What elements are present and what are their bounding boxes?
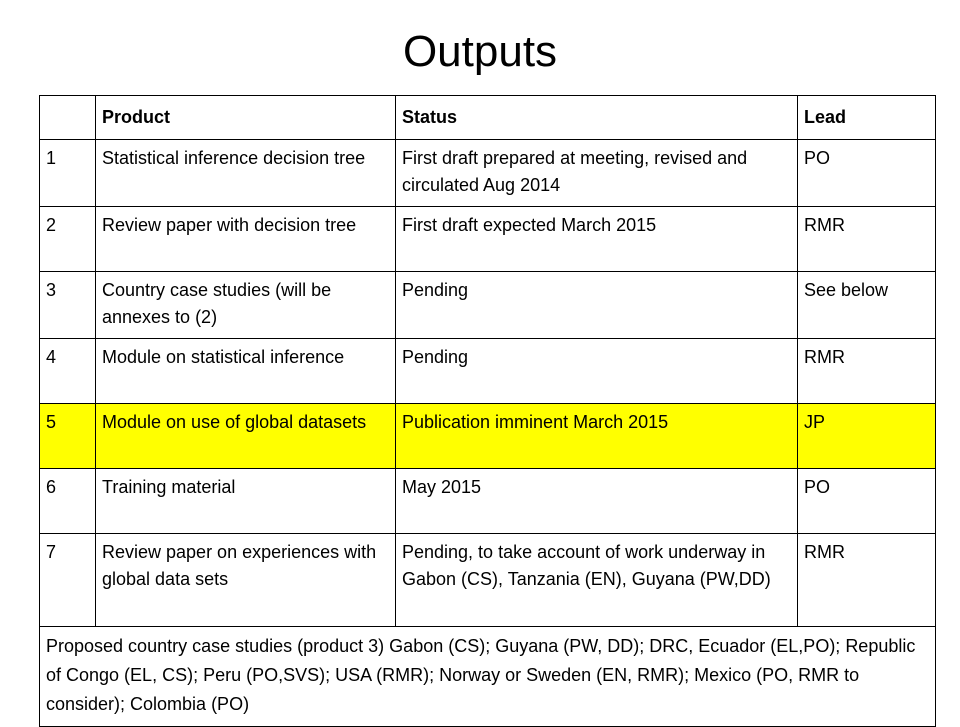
row-product: Review paper with decision tree bbox=[96, 207, 396, 272]
row-status: Pending, to take account of work underway in Gabon (CS), Tanzania (EN), Guyana (PW,DD) bbox=[396, 534, 798, 627]
header-product: Product bbox=[96, 96, 396, 140]
slide-title: Outputs bbox=[402, 27, 558, 76]
row-product: Review paper on experiences with global data sets bbox=[96, 534, 396, 627]
table-row bbox=[40, 207, 936, 272]
table-row bbox=[40, 272, 936, 339]
row-number: 7 bbox=[40, 534, 96, 627]
row-lead: PO bbox=[798, 140, 936, 207]
row-number: 6 bbox=[40, 469, 96, 534]
table-row bbox=[40, 469, 936, 534]
row-lead: JP bbox=[798, 404, 936, 469]
table-row bbox=[40, 534, 936, 627]
row-product: Module on statistical inference bbox=[96, 339, 396, 404]
header-lead: Lead bbox=[798, 96, 936, 140]
row-product: Training material bbox=[96, 469, 396, 534]
row-product: Module on use of global datasets bbox=[96, 404, 396, 469]
row-number: 5 bbox=[40, 404, 96, 469]
row-status: May 2015 bbox=[396, 469, 798, 534]
table-row bbox=[40, 339, 936, 404]
row-number: 2 bbox=[40, 207, 96, 272]
proposed-case-studies-note: Proposed country case studies (product 3) Gabon (CS); Guyana (PW, DD); DRC, Ecuador (EL,PO); Republic of Congo (EL, CS); Peru (PO,SVS); USA (RMR); Norway or Sweden (EN, RMR); Mexico (PO, RMR to consider); Colombia (PO) bbox=[40, 627, 936, 727]
row-lead: RMR bbox=[798, 534, 936, 627]
row-product: Statistical inference decision tree bbox=[96, 140, 396, 207]
table-footer-row bbox=[40, 627, 936, 727]
row-status: First draft prepared at meeting, revised and circulated Aug 2014 bbox=[396, 140, 798, 207]
outputs-table bbox=[39, 95, 936, 727]
row-lead: RMR bbox=[798, 339, 936, 404]
table-row-highlighted bbox=[40, 404, 936, 469]
row-lead: PO bbox=[798, 469, 936, 534]
row-status: Publication imminent March 2015 bbox=[396, 404, 798, 469]
row-product: Country case studies (will be annexes to (2) bbox=[96, 272, 396, 339]
row-status: Pending bbox=[396, 272, 798, 339]
row-status: First draft expected March 2015 bbox=[396, 207, 798, 272]
table-header-row bbox=[40, 96, 936, 140]
row-status: Pending bbox=[396, 339, 798, 404]
row-lead: See below bbox=[798, 272, 936, 339]
row-lead: RMR bbox=[798, 207, 936, 272]
row-number: 4 bbox=[40, 339, 96, 404]
row-number: 3 bbox=[40, 272, 96, 339]
header-status: Status bbox=[396, 96, 798, 140]
table-row bbox=[40, 140, 936, 207]
header-number bbox=[40, 96, 96, 140]
row-number: 1 bbox=[40, 140, 96, 207]
